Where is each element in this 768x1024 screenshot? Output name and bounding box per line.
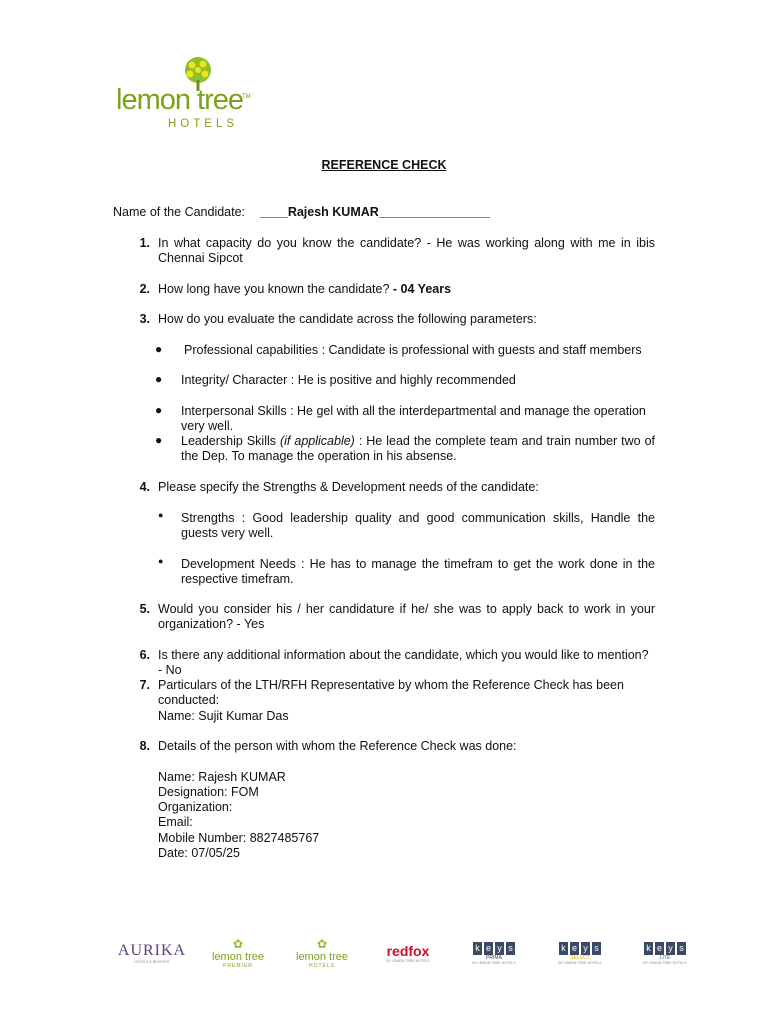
question-6-number: 6. bbox=[139, 648, 150, 662]
keys-letters: k e y s bbox=[644, 942, 686, 955]
question-2-text: How long have you known the candidate? bbox=[158, 282, 390, 296]
redfox-wordmark: redfox bbox=[386, 943, 430, 959]
keys-lite-logo bbox=[637, 930, 693, 976]
question-8-number: 8. bbox=[139, 739, 150, 753]
logo-wordmark: lemon tree bbox=[116, 84, 244, 116]
referee-mobile: Mobile Number: 8827485767 bbox=[158, 831, 320, 845]
referee-name: Name: Rajesh KUMAR bbox=[158, 770, 286, 784]
question-2 bbox=[158, 282, 655, 297]
param-integrity: Integrity/ Character : He is positive and highly recommended bbox=[181, 373, 516, 387]
candidate-name: Rajesh KUMAR bbox=[287, 205, 379, 219]
redfox-logo bbox=[380, 930, 436, 976]
keys-prima-by: BY LEMON TREE HOTELS bbox=[472, 960, 516, 965]
bullet-icon: ● bbox=[155, 403, 163, 417]
keys-prima-logo bbox=[466, 930, 522, 976]
param-interpersonal: Interpersonal Skills : He gel with all the interdepartmental and manage the operation very well. bbox=[181, 404, 646, 433]
bullet-icon: ● bbox=[158, 510, 164, 520]
lt-subtitle: HOTELS bbox=[308, 963, 335, 969]
bullet-icon: ● bbox=[155, 433, 163, 447]
logo-trademark: TM bbox=[242, 94, 251, 100]
param-leadership bbox=[181, 434, 655, 464]
question-2-number: 2. bbox=[139, 282, 150, 296]
question-4-number: 4. bbox=[139, 480, 150, 494]
strengths-text: Strengths : Good leadership quality and good communication skills, Handle the guests very well. bbox=[181, 511, 655, 540]
leadership-label: Leadership Skills bbox=[181, 434, 280, 448]
keys-letters: k e y s bbox=[473, 942, 515, 955]
question-3-text: How do you evaluate the candidate across the following parameters: bbox=[158, 312, 537, 326]
question-5-text: Would you consider his / her candidature if he/ she was to apply back to work in your organization? - Yes bbox=[158, 602, 655, 631]
question-6-text: Is there any additional information about the candidate, which you would like to mention? - No bbox=[158, 648, 649, 677]
lemon-tree-hotels-small-logo bbox=[292, 930, 352, 976]
referee-email: Email: bbox=[158, 815, 193, 829]
premier-subtitle: PREMIER bbox=[223, 963, 253, 969]
keys-prima-label: PRIMA bbox=[486, 954, 502, 961]
logo-hotels-text: HOTELS bbox=[168, 118, 239, 130]
referee-date: Date: 07/05/25 bbox=[158, 846, 241, 860]
premier-wordmark: lemon tree bbox=[212, 951, 264, 963]
flower-icon: ✿ bbox=[232, 937, 244, 951]
candidate-blank-pre: ____ bbox=[260, 205, 288, 219]
aurika-subtitle: HOTELS & RESORTS bbox=[134, 960, 170, 964]
lemon-tree-logo bbox=[112, 52, 252, 144]
candidate-blank-post: ________________ bbox=[378, 205, 491, 219]
representative-name: Name: Sujit Kumar Das bbox=[158, 709, 289, 723]
keys-select-label: SELECT bbox=[570, 954, 590, 961]
candidate-name-line bbox=[113, 205, 490, 219]
leadership-note: (if applicable) bbox=[279, 434, 355, 448]
keys-lite-label: LITE bbox=[659, 954, 671, 961]
keys-letters: k e y s bbox=[559, 942, 601, 955]
redfox-subtitle: BY LEMON TREE HOTELS bbox=[386, 959, 430, 963]
referee-organization: Organization: bbox=[158, 800, 233, 814]
question-5-number: 5. bbox=[139, 602, 150, 616]
question-4-text: Please specify the Strengths & Development needs of the candidate: bbox=[158, 480, 539, 494]
aurika-logo bbox=[116, 930, 188, 976]
document-title: REFERENCE CHECK bbox=[321, 158, 447, 172]
question-1-text: In what capacity do you know the candidate? - He was working along with me in ibis Chennai Sipcot bbox=[158, 236, 655, 265]
lemon-tree-premier-logo bbox=[208, 930, 268, 976]
keys-lite-by: BY LEMON TREE HOTELS bbox=[643, 960, 687, 965]
keys-select-logo bbox=[552, 930, 608, 976]
bullet-icon: ● bbox=[155, 342, 163, 356]
bullet-icon: ● bbox=[155, 372, 163, 386]
question-8-text: Details of the person with whom the Reference Check was done: bbox=[158, 739, 517, 753]
lt-wordmark: lemon tree bbox=[296, 951, 348, 963]
question-7-number: 7. bbox=[139, 678, 150, 692]
development-needs-text: Development Needs : He has to manage the timefram to get the work done in the respective timefram. bbox=[181, 557, 655, 586]
keys-select-by: BY LEMON TREE HOTELS bbox=[558, 960, 602, 965]
bullet-icon: ● bbox=[158, 556, 164, 566]
aurika-wordmark: AURIKA bbox=[117, 942, 187, 959]
question-3-number: 3. bbox=[139, 312, 150, 326]
question-2-answer: - 04 Years bbox=[389, 282, 452, 296]
param-professional: Professional capabilities : Candidate is professional with guests and staff members bbox=[184, 343, 642, 357]
question-1-number: 1. bbox=[139, 236, 150, 250]
flower-icon: ✿ bbox=[316, 937, 328, 951]
question-7-text: Particulars of the LTH/RFH Representative by whom the Reference Check has been conducted: bbox=[158, 678, 624, 707]
referee-designation: Designation: FOM bbox=[158, 785, 259, 799]
candidate-label: Name of the Candidate: bbox=[113, 205, 246, 219]
leadership-text: : He lead the complete team and train number two of the Dep. To manage the operation in his absense. bbox=[181, 434, 656, 463]
